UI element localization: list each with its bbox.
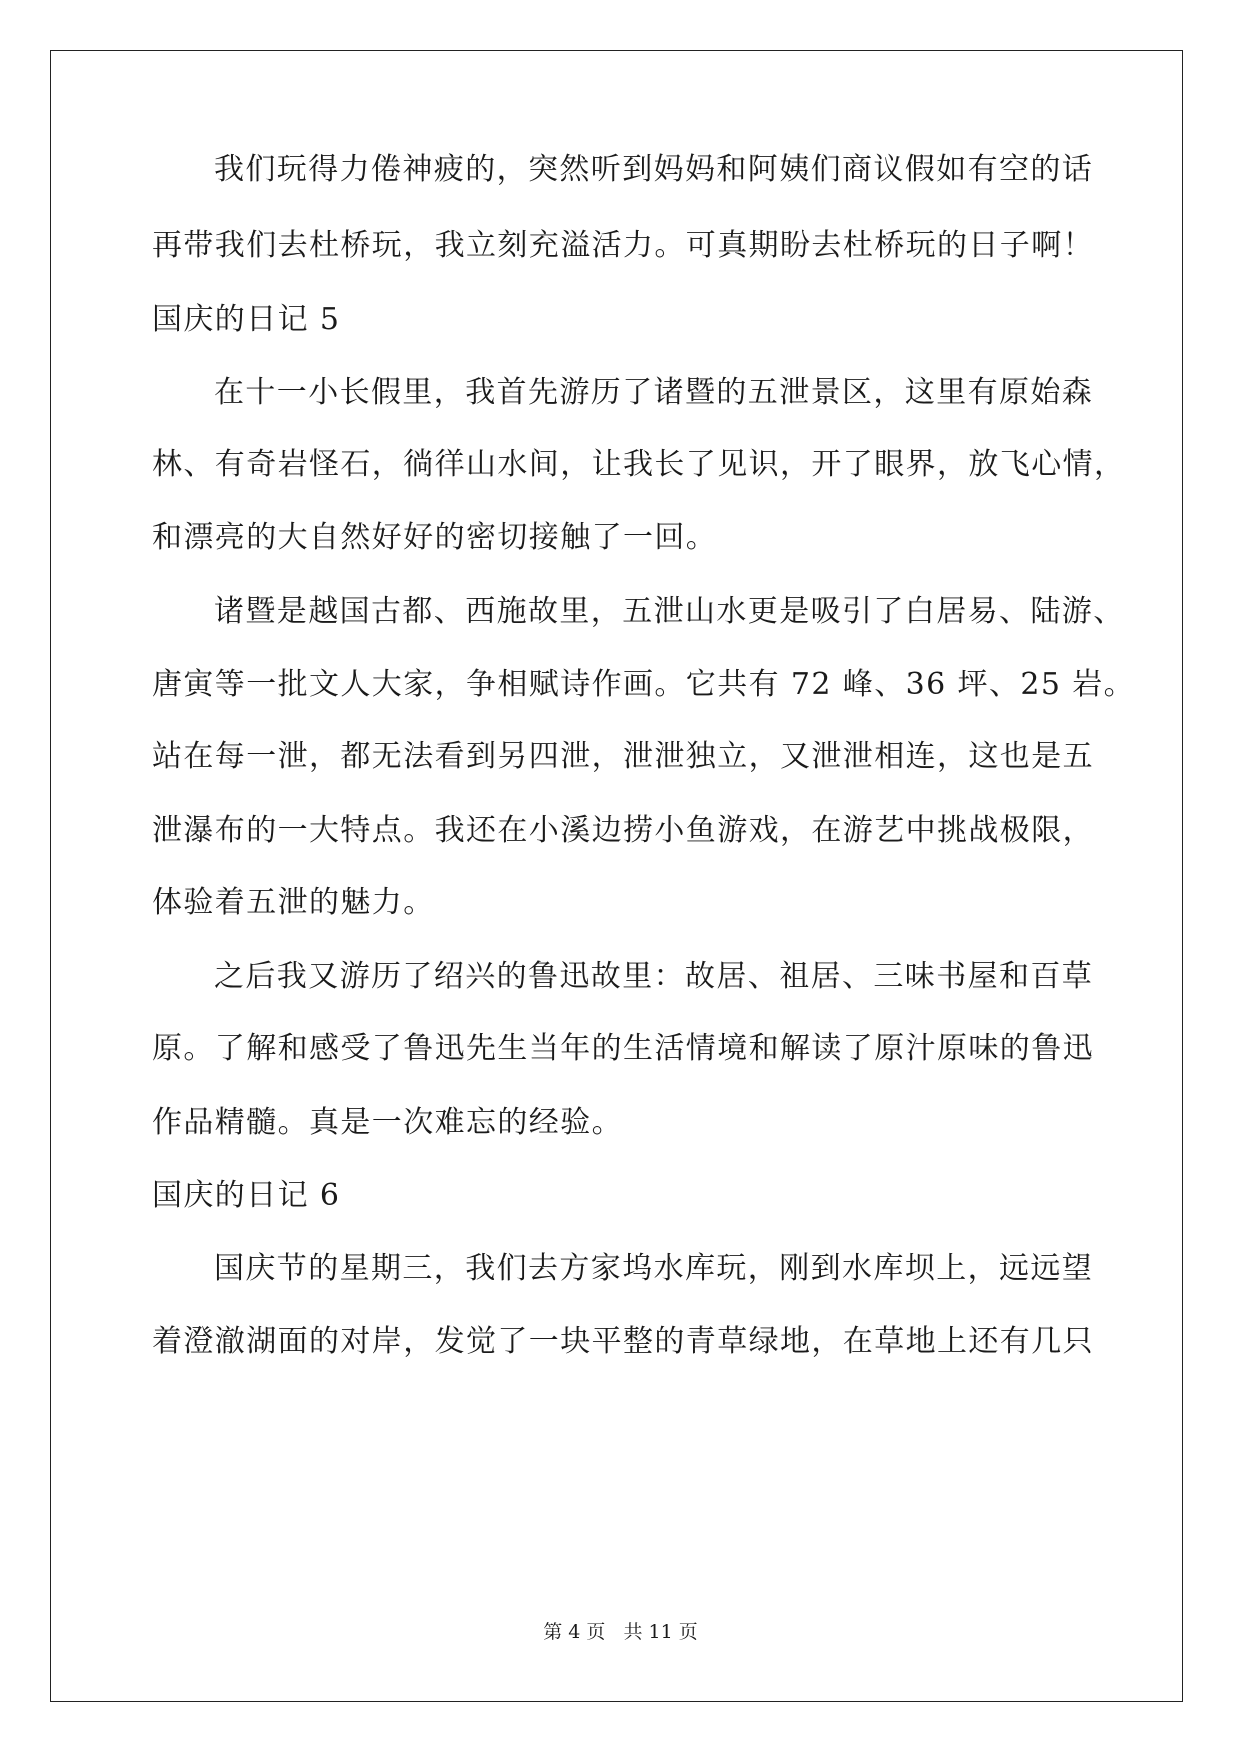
paragraph-line: 国庆节的星期三，我们去方家坞水库玩，刚到水库坝上，远远望	[214, 1251, 1094, 1286]
paragraph-line: 诸暨是越国古都、西施故里，五泄山水更是吸引了白居易、陆游、	[214, 594, 1125, 629]
section-heading: 国庆的日记 5	[152, 302, 341, 337]
paragraph-line: 我们玩得力倦神疲的，突然听到妈妈和阿姨们商议假如有空的话	[214, 152, 1094, 187]
paragraph-line: 再带我们去杜桥玩，我立刻充溢活力。可真期盼去杜桥玩的日子啊！	[152, 228, 1094, 263]
paragraph-line: 林、有奇岩怪石，徜徉山水间，让我长了见识，开了眼界，放飞心情，	[152, 447, 1126, 482]
paragraph-line: 体验着五泄的魅力。	[152, 885, 435, 920]
page-border	[50, 50, 1183, 1702]
page-footer: 第 4 页 共 11 页	[543, 1621, 698, 1643]
paragraph-line: 唐寅等一批文人大家，争相赋诗作画。它共有 72 峰、36 坪、25 岩。	[152, 667, 1136, 702]
paragraph-line: 作品精髓。真是一次难忘的经验。	[152, 1105, 623, 1140]
paragraph-line: 着澄澈湖面的对岸，发觉了一块平整的青草绿地，在草地上还有几只	[152, 1324, 1094, 1359]
section-heading: 国庆的日记 6	[152, 1178, 341, 1213]
paragraph-line: 之后我又游历了绍兴的鲁迅故里：故居、祖居、三味书屋和百草	[214, 959, 1094, 994]
paragraph-line: 在十一小长假里，我首先游历了诸暨的五泄景区，这里有原始森	[214, 375, 1094, 410]
paragraph-line: 泄瀑布的一大特点。我还在小溪边捞小鱼游戏，在游艺中挑战极限，	[152, 813, 1094, 848]
paragraph-line: 原。了解和感受了鲁迅先生当年的生活情境和解读了原汁原味的鲁迅	[152, 1031, 1094, 1066]
paragraph-line: 和漂亮的大自然好好的密切接触了一回。	[152, 520, 718, 555]
paragraph-line: 站在每一泄，都无法看到另四泄，泄泄独立，又泄泄相连，这也是五	[152, 739, 1094, 774]
